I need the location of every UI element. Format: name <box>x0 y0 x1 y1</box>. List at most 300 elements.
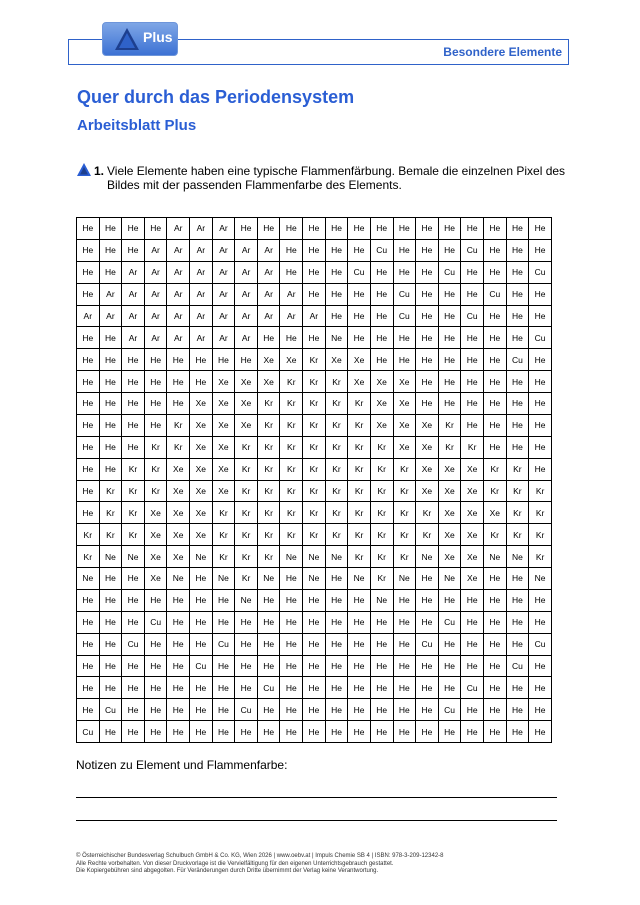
grid-cell[interactable]: He <box>370 327 393 349</box>
grid-cell[interactable]: He <box>483 414 506 436</box>
grid-cell[interactable]: He <box>506 305 529 327</box>
grid-cell[interactable]: Kr <box>280 371 303 393</box>
grid-cell[interactable]: Ar <box>99 305 122 327</box>
grid-cell[interactable]: He <box>529 589 552 611</box>
grid-cell[interactable]: Kr <box>393 458 416 480</box>
grid-cell[interactable]: Ar <box>190 305 213 327</box>
grid-cell[interactable]: Kr <box>280 393 303 415</box>
grid-cell[interactable]: He <box>280 239 303 261</box>
grid-cell[interactable]: Kr <box>325 371 348 393</box>
grid-cell[interactable]: He <box>190 349 213 371</box>
grid-cell[interactable]: He <box>348 589 371 611</box>
grid-cell[interactable]: He <box>77 393 100 415</box>
grid-cell[interactable]: Kr <box>348 480 371 502</box>
grid-cell[interactable]: Xe <box>190 502 213 524</box>
grid-cell[interactable]: He <box>280 568 303 590</box>
grid-cell[interactable]: He <box>393 699 416 721</box>
grid-cell[interactable]: Kr <box>257 393 280 415</box>
grid-cell[interactable]: He <box>438 327 461 349</box>
grid-cell[interactable]: He <box>190 633 213 655</box>
grid-cell[interactable]: He <box>280 611 303 633</box>
grid-cell[interactable]: He <box>280 589 303 611</box>
grid-cell[interactable]: He <box>438 677 461 699</box>
grid-cell[interactable]: Ar <box>144 327 167 349</box>
grid-cell[interactable]: He <box>416 239 439 261</box>
grid-cell[interactable]: Ar <box>144 283 167 305</box>
grid-cell[interactable]: He <box>212 677 235 699</box>
grid-cell[interactable]: Ar <box>257 305 280 327</box>
grid-cell[interactable]: Ar <box>190 239 213 261</box>
grid-cell[interactable]: He <box>235 633 258 655</box>
grid-cell[interactable]: Xe <box>235 414 258 436</box>
grid-cell[interactable]: Kr <box>122 502 145 524</box>
grid-cell[interactable]: Ne <box>438 568 461 590</box>
grid-cell[interactable]: He <box>506 677 529 699</box>
grid-cell[interactable]: Ar <box>144 261 167 283</box>
grid-cell[interactable]: Ne <box>167 568 190 590</box>
grid-cell[interactable]: He <box>348 327 371 349</box>
grid-cell[interactable]: He <box>348 611 371 633</box>
grid-cell[interactable]: Xe <box>144 568 167 590</box>
grid-cell[interactable]: He <box>303 677 326 699</box>
grid-cell[interactable]: He <box>416 349 439 371</box>
grid-cell[interactable]: Xe <box>416 414 439 436</box>
grid-cell[interactable]: He <box>77 480 100 502</box>
grid-cell[interactable]: He <box>167 349 190 371</box>
grid-cell[interactable]: Xe <box>212 436 235 458</box>
grid-cell[interactable]: Ar <box>212 218 235 240</box>
grid-cell[interactable]: He <box>122 436 145 458</box>
grid-cell[interactable]: He <box>348 239 371 261</box>
grid-cell[interactable]: Kr <box>235 436 258 458</box>
grid-cell[interactable]: Xe <box>190 414 213 436</box>
grid-cell[interactable]: He <box>77 239 100 261</box>
grid-cell[interactable]: Kr <box>325 436 348 458</box>
grid-cell[interactable]: He <box>529 283 552 305</box>
grid-cell[interactable]: Xe <box>393 436 416 458</box>
grid-cell[interactable]: Kr <box>235 480 258 502</box>
grid-cell[interactable]: Kr <box>348 524 371 546</box>
grid-cell[interactable]: Xe <box>416 458 439 480</box>
grid-cell[interactable]: He <box>461 371 484 393</box>
grid-cell[interactable]: He <box>370 655 393 677</box>
grid-cell[interactable]: He <box>325 283 348 305</box>
grid-cell[interactable]: He <box>416 218 439 240</box>
grid-cell[interactable]: He <box>438 218 461 240</box>
grid-cell[interactable]: He <box>325 677 348 699</box>
grid-cell[interactable]: He <box>303 633 326 655</box>
grid-cell[interactable]: He <box>370 283 393 305</box>
grid-cell[interactable]: He <box>167 589 190 611</box>
grid-cell[interactable]: Xe <box>438 524 461 546</box>
grid-cell[interactable]: Ne <box>325 327 348 349</box>
grid-cell[interactable]: He <box>77 371 100 393</box>
grid-cell[interactable]: Kr <box>257 458 280 480</box>
grid-cell[interactable]: Kr <box>280 480 303 502</box>
grid-cell[interactable]: He <box>461 349 484 371</box>
grid-cell[interactable]: Xe <box>167 524 190 546</box>
grid-cell[interactable]: He <box>438 393 461 415</box>
grid-cell[interactable]: Kr <box>77 524 100 546</box>
grid-cell[interactable]: Ar <box>190 327 213 349</box>
grid-cell[interactable]: He <box>235 349 258 371</box>
grid-cell[interactable]: He <box>77 218 100 240</box>
grid-cell[interactable]: He <box>416 721 439 743</box>
grid-cell[interactable]: He <box>529 414 552 436</box>
grid-cell[interactable]: He <box>461 699 484 721</box>
grid-cell[interactable]: He <box>416 261 439 283</box>
grid-cell[interactable]: Xe <box>461 458 484 480</box>
grid-cell[interactable]: Kr <box>77 546 100 568</box>
grid-cell[interactable]: He <box>506 239 529 261</box>
grid-cell[interactable]: He <box>529 239 552 261</box>
grid-cell[interactable]: He <box>325 633 348 655</box>
grid-cell[interactable]: He <box>325 305 348 327</box>
grid-cell[interactable]: Ar <box>257 283 280 305</box>
grid-cell[interactable]: Ar <box>212 327 235 349</box>
grid-cell[interactable]: He <box>529 699 552 721</box>
grid-cell[interactable]: He <box>99 436 122 458</box>
grid-cell[interactable]: Xe <box>190 393 213 415</box>
grid-cell[interactable]: Ar <box>257 261 280 283</box>
grid-cell[interactable]: Kr <box>303 349 326 371</box>
grid-cell[interactable]: He <box>122 655 145 677</box>
grid-cell[interactable]: Ne <box>529 568 552 590</box>
grid-cell[interactable]: He <box>99 458 122 480</box>
grid-cell[interactable]: Kr <box>212 502 235 524</box>
grid-cell[interactable]: He <box>77 349 100 371</box>
grid-cell[interactable]: He <box>77 655 100 677</box>
grid-cell[interactable]: He <box>144 371 167 393</box>
grid-cell[interactable]: Kr <box>122 480 145 502</box>
grid-cell[interactable]: Kr <box>529 480 552 502</box>
grid-cell[interactable]: Xe <box>348 371 371 393</box>
grid-cell[interactable]: He <box>529 458 552 480</box>
grid-cell[interactable]: Kr <box>438 414 461 436</box>
grid-cell[interactable]: He <box>122 721 145 743</box>
grid-cell[interactable]: He <box>506 633 529 655</box>
grid-cell[interactable]: He <box>303 699 326 721</box>
grid-cell[interactable]: Xe <box>438 458 461 480</box>
grid-cell[interactable]: He <box>348 283 371 305</box>
grid-cell[interactable]: Xe <box>438 480 461 502</box>
grid-cell[interactable]: Xe <box>190 524 213 546</box>
grid-cell[interactable]: Kr <box>280 414 303 436</box>
grid-cell[interactable]: He <box>99 327 122 349</box>
grid-cell[interactable]: He <box>77 589 100 611</box>
grid-cell[interactable]: He <box>370 218 393 240</box>
grid-cell[interactable]: Kr <box>303 502 326 524</box>
grid-cell[interactable]: Xe <box>190 458 213 480</box>
grid-cell[interactable]: Cu <box>438 611 461 633</box>
grid-cell[interactable]: Kr <box>325 480 348 502</box>
grid-cell[interactable]: He <box>77 611 100 633</box>
grid-cell[interactable]: Xe <box>416 436 439 458</box>
grid-cell[interactable]: Kr <box>144 458 167 480</box>
grid-cell[interactable]: He <box>122 239 145 261</box>
grid-cell[interactable]: Ar <box>190 283 213 305</box>
grid-cell[interactable]: He <box>280 633 303 655</box>
grid-cell[interactable]: He <box>280 721 303 743</box>
grid-cell[interactable]: He <box>190 568 213 590</box>
grid-cell[interactable]: He <box>393 633 416 655</box>
grid-cell[interactable]: Cu <box>370 239 393 261</box>
grid-cell[interactable]: Kr <box>99 524 122 546</box>
grid-cell[interactable]: He <box>77 699 100 721</box>
grid-cell[interactable]: He <box>348 721 371 743</box>
grid-cell[interactable]: Ar <box>212 239 235 261</box>
grid-cell[interactable]: He <box>235 611 258 633</box>
grid-cell[interactable]: He <box>461 218 484 240</box>
grid-cell[interactable]: Xe <box>144 524 167 546</box>
grid-cell[interactable]: Kr <box>506 458 529 480</box>
grid-cell[interactable]: He <box>438 633 461 655</box>
grid-cell[interactable]: Kr <box>235 568 258 590</box>
grid-cell[interactable]: Cu <box>438 261 461 283</box>
grid-cell[interactable]: Ar <box>122 327 145 349</box>
grid-cell[interactable]: He <box>122 677 145 699</box>
grid-cell[interactable]: He <box>483 371 506 393</box>
grid-cell[interactable]: Xe <box>212 414 235 436</box>
grid-cell[interactable]: Kr <box>303 436 326 458</box>
grid-cell[interactable]: Kr <box>280 502 303 524</box>
grid-cell[interactable]: He <box>461 261 484 283</box>
grid-cell[interactable]: He <box>99 633 122 655</box>
grid-cell[interactable]: He <box>303 611 326 633</box>
grid-cell[interactable]: Ar <box>144 239 167 261</box>
grid-cell[interactable]: Kr <box>144 480 167 502</box>
grid-cell[interactable]: He <box>280 677 303 699</box>
grid-cell[interactable]: Kr <box>257 480 280 502</box>
grid-cell[interactable]: He <box>99 261 122 283</box>
grid-cell[interactable]: He <box>257 699 280 721</box>
grid-cell[interactable]: He <box>483 393 506 415</box>
grid-cell[interactable]: He <box>348 633 371 655</box>
grid-cell[interactable]: Xe <box>144 502 167 524</box>
grid-cell[interactable]: Xe <box>280 349 303 371</box>
grid-cell[interactable]: Cu <box>212 633 235 655</box>
grid-cell[interactable]: He <box>122 218 145 240</box>
grid-cell[interactable]: Kr <box>303 414 326 436</box>
grid-cell[interactable]: He <box>506 371 529 393</box>
grid-cell[interactable]: He <box>235 721 258 743</box>
grid-cell[interactable]: He <box>438 349 461 371</box>
grid-cell[interactable]: He <box>122 699 145 721</box>
grid-cell[interactable]: Kr <box>235 546 258 568</box>
grid-cell[interactable]: He <box>483 699 506 721</box>
grid-cell[interactable]: Kr <box>370 436 393 458</box>
grid-cell[interactable]: Xe <box>461 546 484 568</box>
grid-cell[interactable]: Kr <box>167 414 190 436</box>
grid-cell[interactable]: Cu <box>235 699 258 721</box>
grid-cell[interactable]: He <box>257 655 280 677</box>
grid-cell[interactable]: Xe <box>212 458 235 480</box>
grid-cell[interactable]: Kr <box>370 546 393 568</box>
grid-cell[interactable]: He <box>393 327 416 349</box>
grid-cell[interactable]: Kr <box>325 458 348 480</box>
grid-cell[interactable]: Kr <box>416 524 439 546</box>
grid-cell[interactable]: Kr <box>529 524 552 546</box>
grid-cell[interactable]: He <box>325 261 348 283</box>
grid-cell[interactable]: Ar <box>122 261 145 283</box>
grid-cell[interactable]: Ar <box>167 327 190 349</box>
grid-cell[interactable]: He <box>303 589 326 611</box>
grid-cell[interactable]: He <box>393 677 416 699</box>
grid-cell[interactable]: He <box>144 414 167 436</box>
grid-cell[interactable]: He <box>190 611 213 633</box>
grid-cell[interactable]: Kr <box>303 480 326 502</box>
grid-cell[interactable]: Ne <box>348 568 371 590</box>
grid-cell[interactable]: He <box>529 436 552 458</box>
grid-cell[interactable]: Ar <box>144 305 167 327</box>
grid-cell[interactable]: Cu <box>122 633 145 655</box>
grid-cell[interactable]: He <box>461 393 484 415</box>
grid-cell[interactable]: He <box>122 371 145 393</box>
grid-cell[interactable]: He <box>212 611 235 633</box>
grid-cell[interactable]: Cu <box>348 261 371 283</box>
grid-cell[interactable]: Xe <box>370 414 393 436</box>
grid-cell[interactable]: Kr <box>325 502 348 524</box>
grid-cell[interactable]: He <box>144 349 167 371</box>
grid-cell[interactable]: Kr <box>506 480 529 502</box>
grid-cell[interactable]: Kr <box>257 414 280 436</box>
grid-cell[interactable]: He <box>393 611 416 633</box>
grid-cell[interactable]: He <box>99 611 122 633</box>
grid-cell[interactable]: Kr <box>348 546 371 568</box>
grid-cell[interactable]: Xe <box>212 371 235 393</box>
grid-cell[interactable]: He <box>325 699 348 721</box>
grid-cell[interactable]: He <box>257 633 280 655</box>
grid-cell[interactable]: He <box>212 349 235 371</box>
grid-cell[interactable]: He <box>393 589 416 611</box>
grid-cell[interactable]: He <box>99 349 122 371</box>
grid-cell[interactable]: Xe <box>167 480 190 502</box>
grid-cell[interactable]: He <box>461 327 484 349</box>
grid-cell[interactable]: He <box>257 611 280 633</box>
grid-cell[interactable]: Cu <box>99 699 122 721</box>
grid-cell[interactable]: Xe <box>393 414 416 436</box>
grid-cell[interactable]: Cu <box>529 261 552 283</box>
grid-cell[interactable]: He <box>122 568 145 590</box>
grid-cell[interactable]: He <box>506 283 529 305</box>
grid-cell[interactable]: Xe <box>370 393 393 415</box>
grid-cell[interactable]: He <box>393 218 416 240</box>
grid-cell[interactable]: Kr <box>99 480 122 502</box>
grid-cell[interactable]: Ar <box>167 283 190 305</box>
grid-cell[interactable]: He <box>325 611 348 633</box>
grid-cell[interactable]: He <box>461 721 484 743</box>
grid-cell[interactable]: He <box>506 611 529 633</box>
grid-cell[interactable]: He <box>348 677 371 699</box>
grid-cell[interactable]: Kr <box>506 502 529 524</box>
grid-cell[interactable]: Cu <box>416 633 439 655</box>
grid-cell[interactable]: Xe <box>212 480 235 502</box>
grid-cell[interactable]: He <box>416 568 439 590</box>
grid-cell[interactable]: He <box>99 677 122 699</box>
grid-cell[interactable]: Ar <box>212 305 235 327</box>
grid-cell[interactable]: Ar <box>212 283 235 305</box>
grid-cell[interactable]: He <box>280 655 303 677</box>
grid-cell[interactable]: He <box>99 414 122 436</box>
grid-cell[interactable]: He <box>529 349 552 371</box>
grid-cell[interactable]: He <box>529 611 552 633</box>
grid-cell[interactable]: Kr <box>303 371 326 393</box>
grid-cell[interactable]: Kr <box>370 524 393 546</box>
grid-cell[interactable]: He <box>257 327 280 349</box>
grid-cell[interactable]: Ar <box>190 261 213 283</box>
grid-cell[interactable]: Kr <box>483 524 506 546</box>
grid-cell[interactable]: Xe <box>235 371 258 393</box>
grid-cell[interactable]: Kr <box>529 546 552 568</box>
grid-cell[interactable]: Cu <box>529 327 552 349</box>
grid-cell[interactable]: Cu <box>483 283 506 305</box>
grid-cell[interactable]: Xe <box>461 480 484 502</box>
grid-cell[interactable]: Kr <box>370 502 393 524</box>
grid-cell[interactable]: He <box>77 283 100 305</box>
grid-cell[interactable]: Kr <box>393 524 416 546</box>
grid-cell[interactable]: Kr <box>235 524 258 546</box>
grid-cell[interactable]: He <box>416 655 439 677</box>
grid-cell[interactable]: Ar <box>257 239 280 261</box>
grid-cell[interactable]: Kr <box>393 546 416 568</box>
grid-cell[interactable]: Xe <box>416 480 439 502</box>
grid-cell[interactable]: He <box>483 655 506 677</box>
grid-cell[interactable]: Ne <box>280 546 303 568</box>
grid-cell[interactable]: He <box>461 633 484 655</box>
grid-cell[interactable]: Xe <box>370 371 393 393</box>
grid-cell[interactable]: He <box>393 349 416 371</box>
grid-cell[interactable]: Ar <box>77 305 100 327</box>
grid-cell[interactable]: Ne <box>325 546 348 568</box>
grid-cell[interactable]: He <box>506 589 529 611</box>
grid-cell[interactable]: He <box>370 633 393 655</box>
grid-cell[interactable]: Cu <box>438 699 461 721</box>
grid-cell[interactable]: Kr <box>348 393 371 415</box>
grid-cell[interactable]: He <box>461 283 484 305</box>
grid-cell[interactable]: He <box>506 721 529 743</box>
grid-cell[interactable]: Ar <box>212 261 235 283</box>
grid-cell[interactable]: Kr <box>370 480 393 502</box>
grid-cell[interactable]: He <box>483 327 506 349</box>
grid-cell[interactable]: Xe <box>190 480 213 502</box>
grid-cell[interactable]: Kr <box>438 436 461 458</box>
grid-cell[interactable]: Ar <box>167 261 190 283</box>
grid-cell[interactable]: He <box>99 393 122 415</box>
grid-cell[interactable]: He <box>77 436 100 458</box>
grid-cell[interactable]: He <box>483 239 506 261</box>
grid-cell[interactable]: He <box>77 327 100 349</box>
grid-cell[interactable]: He <box>461 655 484 677</box>
grid-cell[interactable]: Xe <box>190 436 213 458</box>
grid-cell[interactable]: Kr <box>325 393 348 415</box>
grid-cell[interactable]: He <box>483 261 506 283</box>
grid-cell[interactable]: He <box>529 371 552 393</box>
grid-cell[interactable]: He <box>483 611 506 633</box>
grid-cell[interactable]: Ar <box>99 283 122 305</box>
grid-cell[interactable]: He <box>144 633 167 655</box>
grid-cell[interactable]: He <box>416 283 439 305</box>
grid-cell[interactable]: Ne <box>370 589 393 611</box>
grid-cell[interactable]: He <box>212 721 235 743</box>
grid-cell[interactable]: He <box>167 393 190 415</box>
grid-cell[interactable]: He <box>212 699 235 721</box>
grid-cell[interactable]: He <box>506 218 529 240</box>
grid-cell[interactable]: Ne <box>303 546 326 568</box>
grid-cell[interactable]: Cu <box>190 655 213 677</box>
grid-cell[interactable]: He <box>348 218 371 240</box>
grid-cell[interactable]: Cu <box>393 305 416 327</box>
grid-cell[interactable]: He <box>122 589 145 611</box>
